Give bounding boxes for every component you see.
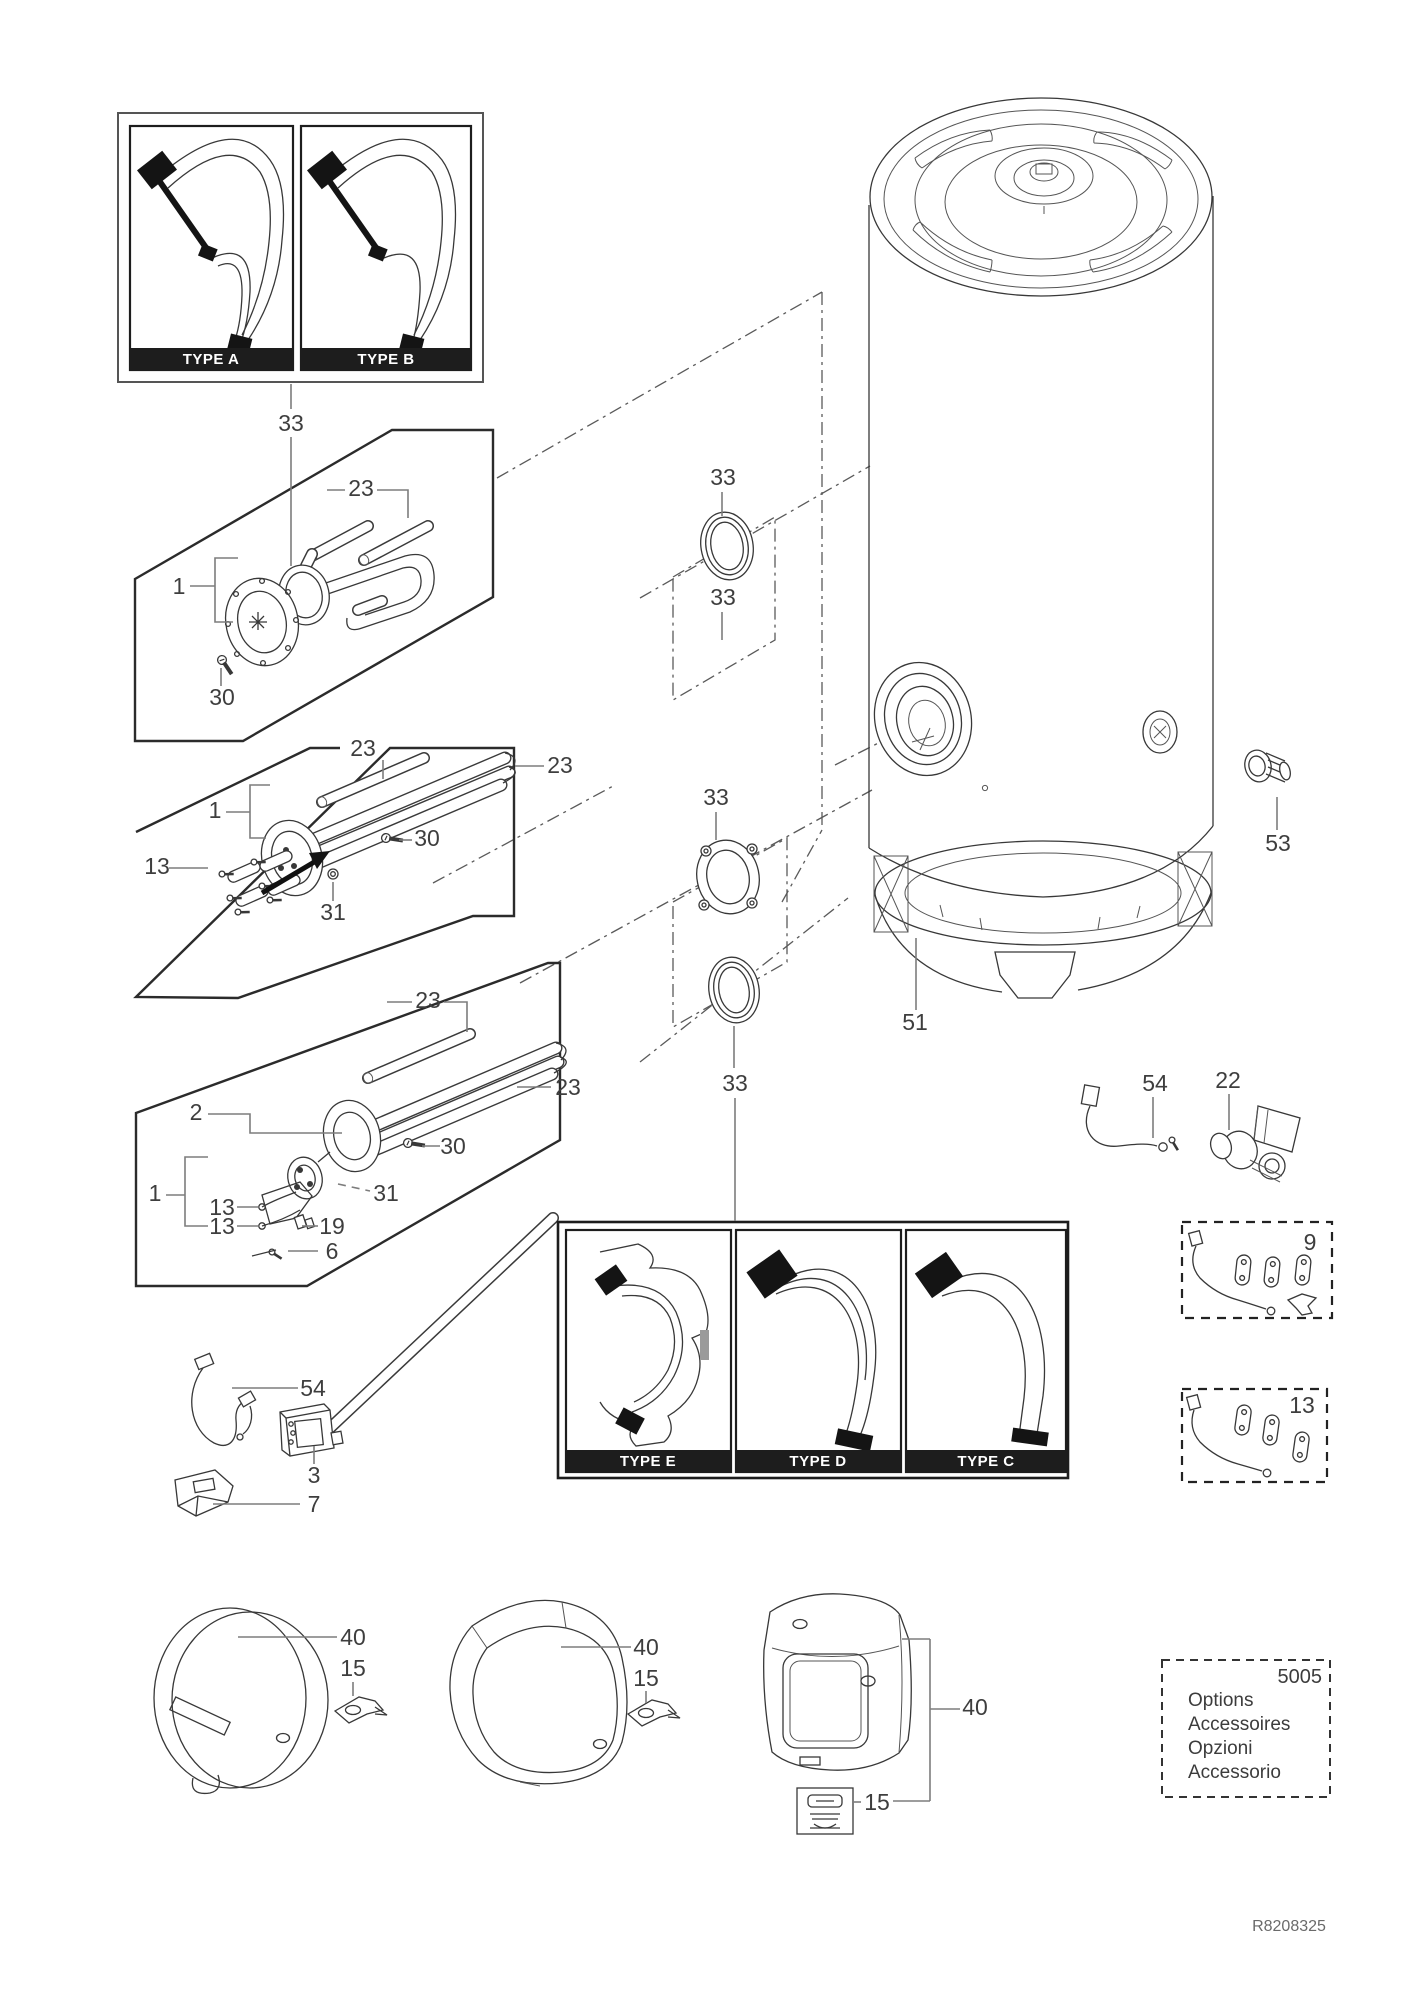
tank-top-slots — [913, 130, 1172, 272]
valve-22 — [1207, 1106, 1300, 1182]
part-label-33: 33 — [278, 410, 304, 436]
part-label-13: 13 — [209, 1213, 235, 1239]
tank-top-cap — [995, 148, 1093, 214]
part-label-6: 6 — [325, 1238, 339, 1264]
skirt-corner-post-left — [874, 856, 908, 932]
part-label-40: 40 — [633, 1634, 659, 1660]
type-b-label: TYPE B — [357, 351, 415, 368]
part-label-33: 33 — [710, 584, 736, 610]
part-label-23: 23 — [350, 735, 376, 761]
part-label-33: 33 — [710, 464, 736, 490]
type-c-panel — [906, 1230, 1066, 1472]
flange-gasket-33 — [690, 834, 766, 919]
part-label-53: 53 — [1265, 830, 1291, 856]
type-d-panel — [736, 1230, 901, 1472]
construction-lines — [433, 292, 908, 1062]
type-d-label: TYPE D — [789, 1453, 847, 1470]
document-reference: R8208325 — [1252, 1918, 1326, 1935]
flange-assembly-3 — [316, 1094, 388, 1177]
clip-15-a — [335, 1697, 387, 1723]
part-label-13: 13 — [144, 853, 170, 879]
tank-flange-opening — [863, 652, 984, 786]
options-line-1: Options — [1188, 1690, 1254, 1711]
part-label-23: 23 — [348, 475, 374, 501]
heating-element-assembly-1 — [215, 526, 434, 674]
part-label-15: 15 — [340, 1655, 366, 1681]
part-label-1: 1 — [148, 1180, 162, 1206]
type-edc-box — [558, 1222, 1068, 1478]
part-label-31: 31 — [373, 1180, 399, 1206]
part-label-15: 15 — [864, 1789, 890, 1815]
tank-side-boss — [1143, 711, 1177, 753]
square-cover-40 — [450, 1600, 627, 1786]
screw-30-assembly-1 — [215, 654, 238, 674]
part-label-33: 33 — [703, 784, 729, 810]
type-a-label: TYPE A — [182, 351, 240, 368]
part-label-23: 23 — [555, 1074, 581, 1100]
part-label-7: 7 — [307, 1491, 321, 1517]
terminal-sleeves-13 — [218, 849, 301, 917]
part-label-54: 54 — [300, 1375, 326, 1401]
part-label-31: 31 — [320, 899, 346, 925]
type-c-label: TYPE C — [957, 1453, 1015, 1470]
part-labels — [144, 410, 1316, 1815]
thermostat-group — [175, 1218, 553, 1516]
part-label-40: 40 — [962, 1694, 988, 1720]
part-label-30: 30 — [414, 825, 440, 851]
part-label-19: 19 — [319, 1213, 345, 1239]
options-box — [1162, 1660, 1330, 1797]
oval-gasket-33-lower — [704, 953, 765, 1027]
part-label-13: 13 — [209, 1194, 235, 1220]
options-line-3: Opzioni — [1188, 1738, 1253, 1759]
part-label-23: 23 — [547, 752, 573, 778]
button-15-box — [797, 1788, 853, 1834]
options-line-4: Accessorio — [1188, 1762, 1281, 1783]
part-label-30: 30 — [440, 1133, 466, 1159]
round-cover-40 — [154, 1608, 328, 1793]
type-ab-box — [118, 113, 483, 382]
part-label-2: 2 — [189, 1099, 203, 1125]
part-label-1: 1 — [172, 573, 186, 599]
assembly-zone-2 — [136, 748, 514, 998]
wire-harness-54 — [192, 1353, 256, 1445]
clip-15-b — [628, 1700, 680, 1726]
part-label-13: 13 — [1289, 1392, 1315, 1418]
part-label-9: 9 — [1303, 1229, 1317, 1255]
type-e-label: TYPE E — [619, 1453, 677, 1470]
part-label-54: 54 — [1142, 1070, 1168, 1096]
part-label-51: 51 — [902, 1009, 928, 1035]
part-label-3: 3 — [307, 1462, 321, 1488]
bracket-7 — [175, 1470, 233, 1516]
part-label-22: 22 — [1215, 1067, 1241, 1093]
options-code: 5005 — [1277, 1666, 1322, 1688]
heating-element-assembly-3 — [252, 1034, 566, 1259]
type-e-panel — [566, 1230, 731, 1472]
heating-element-assembly-2 — [218, 753, 515, 917]
oval-gasket-33-upper — [695, 508, 758, 584]
part-label-15: 15 — [633, 1665, 659, 1691]
part-label-1: 1 — [208, 797, 222, 823]
part-label-33: 33 — [722, 1070, 748, 1096]
part-label-40: 40 — [340, 1624, 366, 1650]
door-cover-40 — [764, 1594, 912, 1770]
drain-plug-53 — [1242, 747, 1293, 784]
type-b-panel — [301, 126, 471, 370]
type-a-panel — [130, 126, 293, 370]
nut-31-assembly-2 — [328, 869, 338, 879]
options-line-2: Accessoires — [1188, 1714, 1291, 1735]
part-label-30: 30 — [209, 684, 235, 710]
part-label-23: 23 — [415, 987, 441, 1013]
tank-drawing — [863, 98, 1213, 897]
base-skirt-51 — [874, 841, 1212, 998]
